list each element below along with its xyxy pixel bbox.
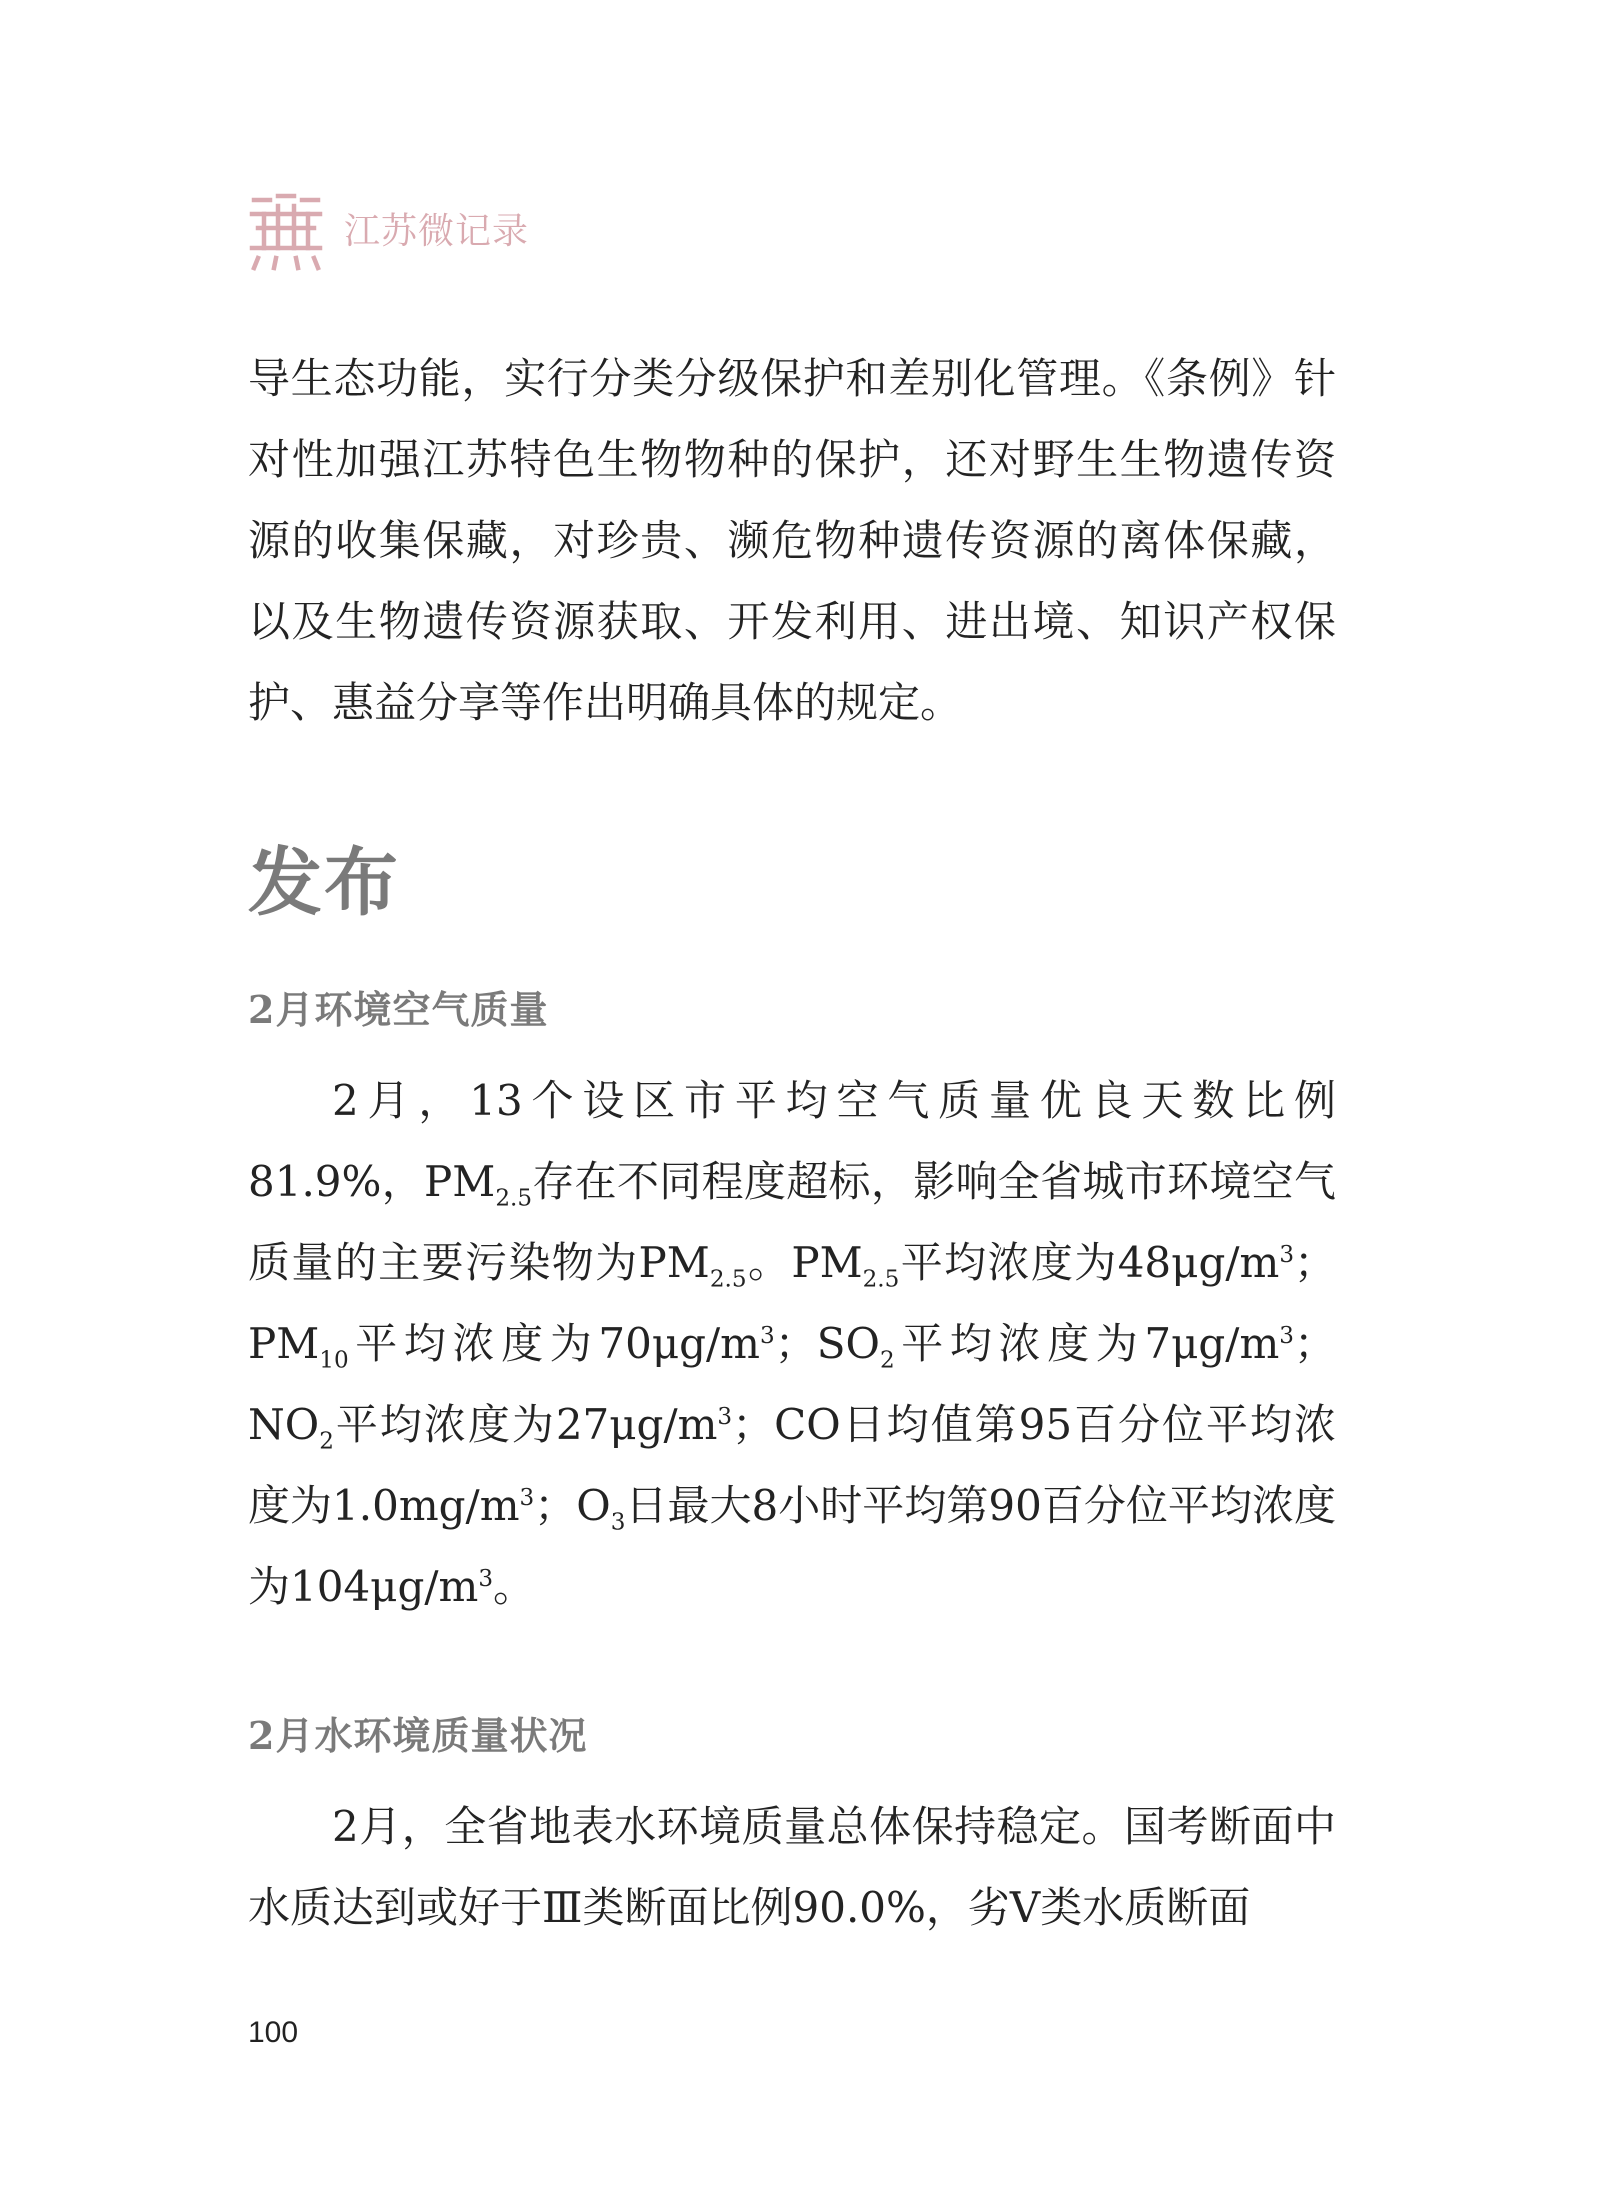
air-quality-heading: 2月环境空气质量 — [248, 987, 549, 1032]
jiangsu-ornament-logo-icon — [248, 192, 324, 272]
running-header-title: 江苏微记录 — [344, 211, 530, 252]
running-header — [248, 192, 529, 272]
intro-paragraph: 导生态功能，实行分类分级保护和差别化管理。《条例》针对性加强江苏特色生物物种的保护，还对野生生物遗传资源的收集保藏，对珍贵、濒危物种遗传资源的离体保藏，以及生物遗传资源获取、开发利用、进出境、知识产权保护、惠益分享等作出明确具体的规定。 — [248, 354, 1336, 727]
water-quality-heading: 2月水环境质量状况 — [248, 1713, 588, 1758]
air-quality-paragraph: 2月，13个设区市平均空气质量优良天数比例81.9%，$PM_{2.5}$存在不同程度超标，影响全省城市环境空气质量的主要污染物为$PM_{2.5}$。$PM_{2.5}$平均浓度为$48\mu g/m^3$；$PM_{10}$平均浓度为$70\mu g/m^3$；$SO_2$平均浓度为$7\mu g/m^3$；$NO_2$平均浓度为$27\mu g/m^3$；CO日均值第95百分位平均浓度为$1.0mg/m^3$；$O_3$日最大8小时平均第90百分位平均浓度为$104\mu g/m^3$。 — [248, 1076, 1337, 1611]
water-quality-paragraph: 2月，全省地表水环境质量总体保持稳定。国考断面中水质达到或好于Ⅲ类断面比例90.0%，劣Ⅴ类水质断面 — [248, 1802, 1336, 1932]
section-title: 发布 — [248, 840, 400, 926]
page-number: 100 — [248, 2016, 299, 2049]
